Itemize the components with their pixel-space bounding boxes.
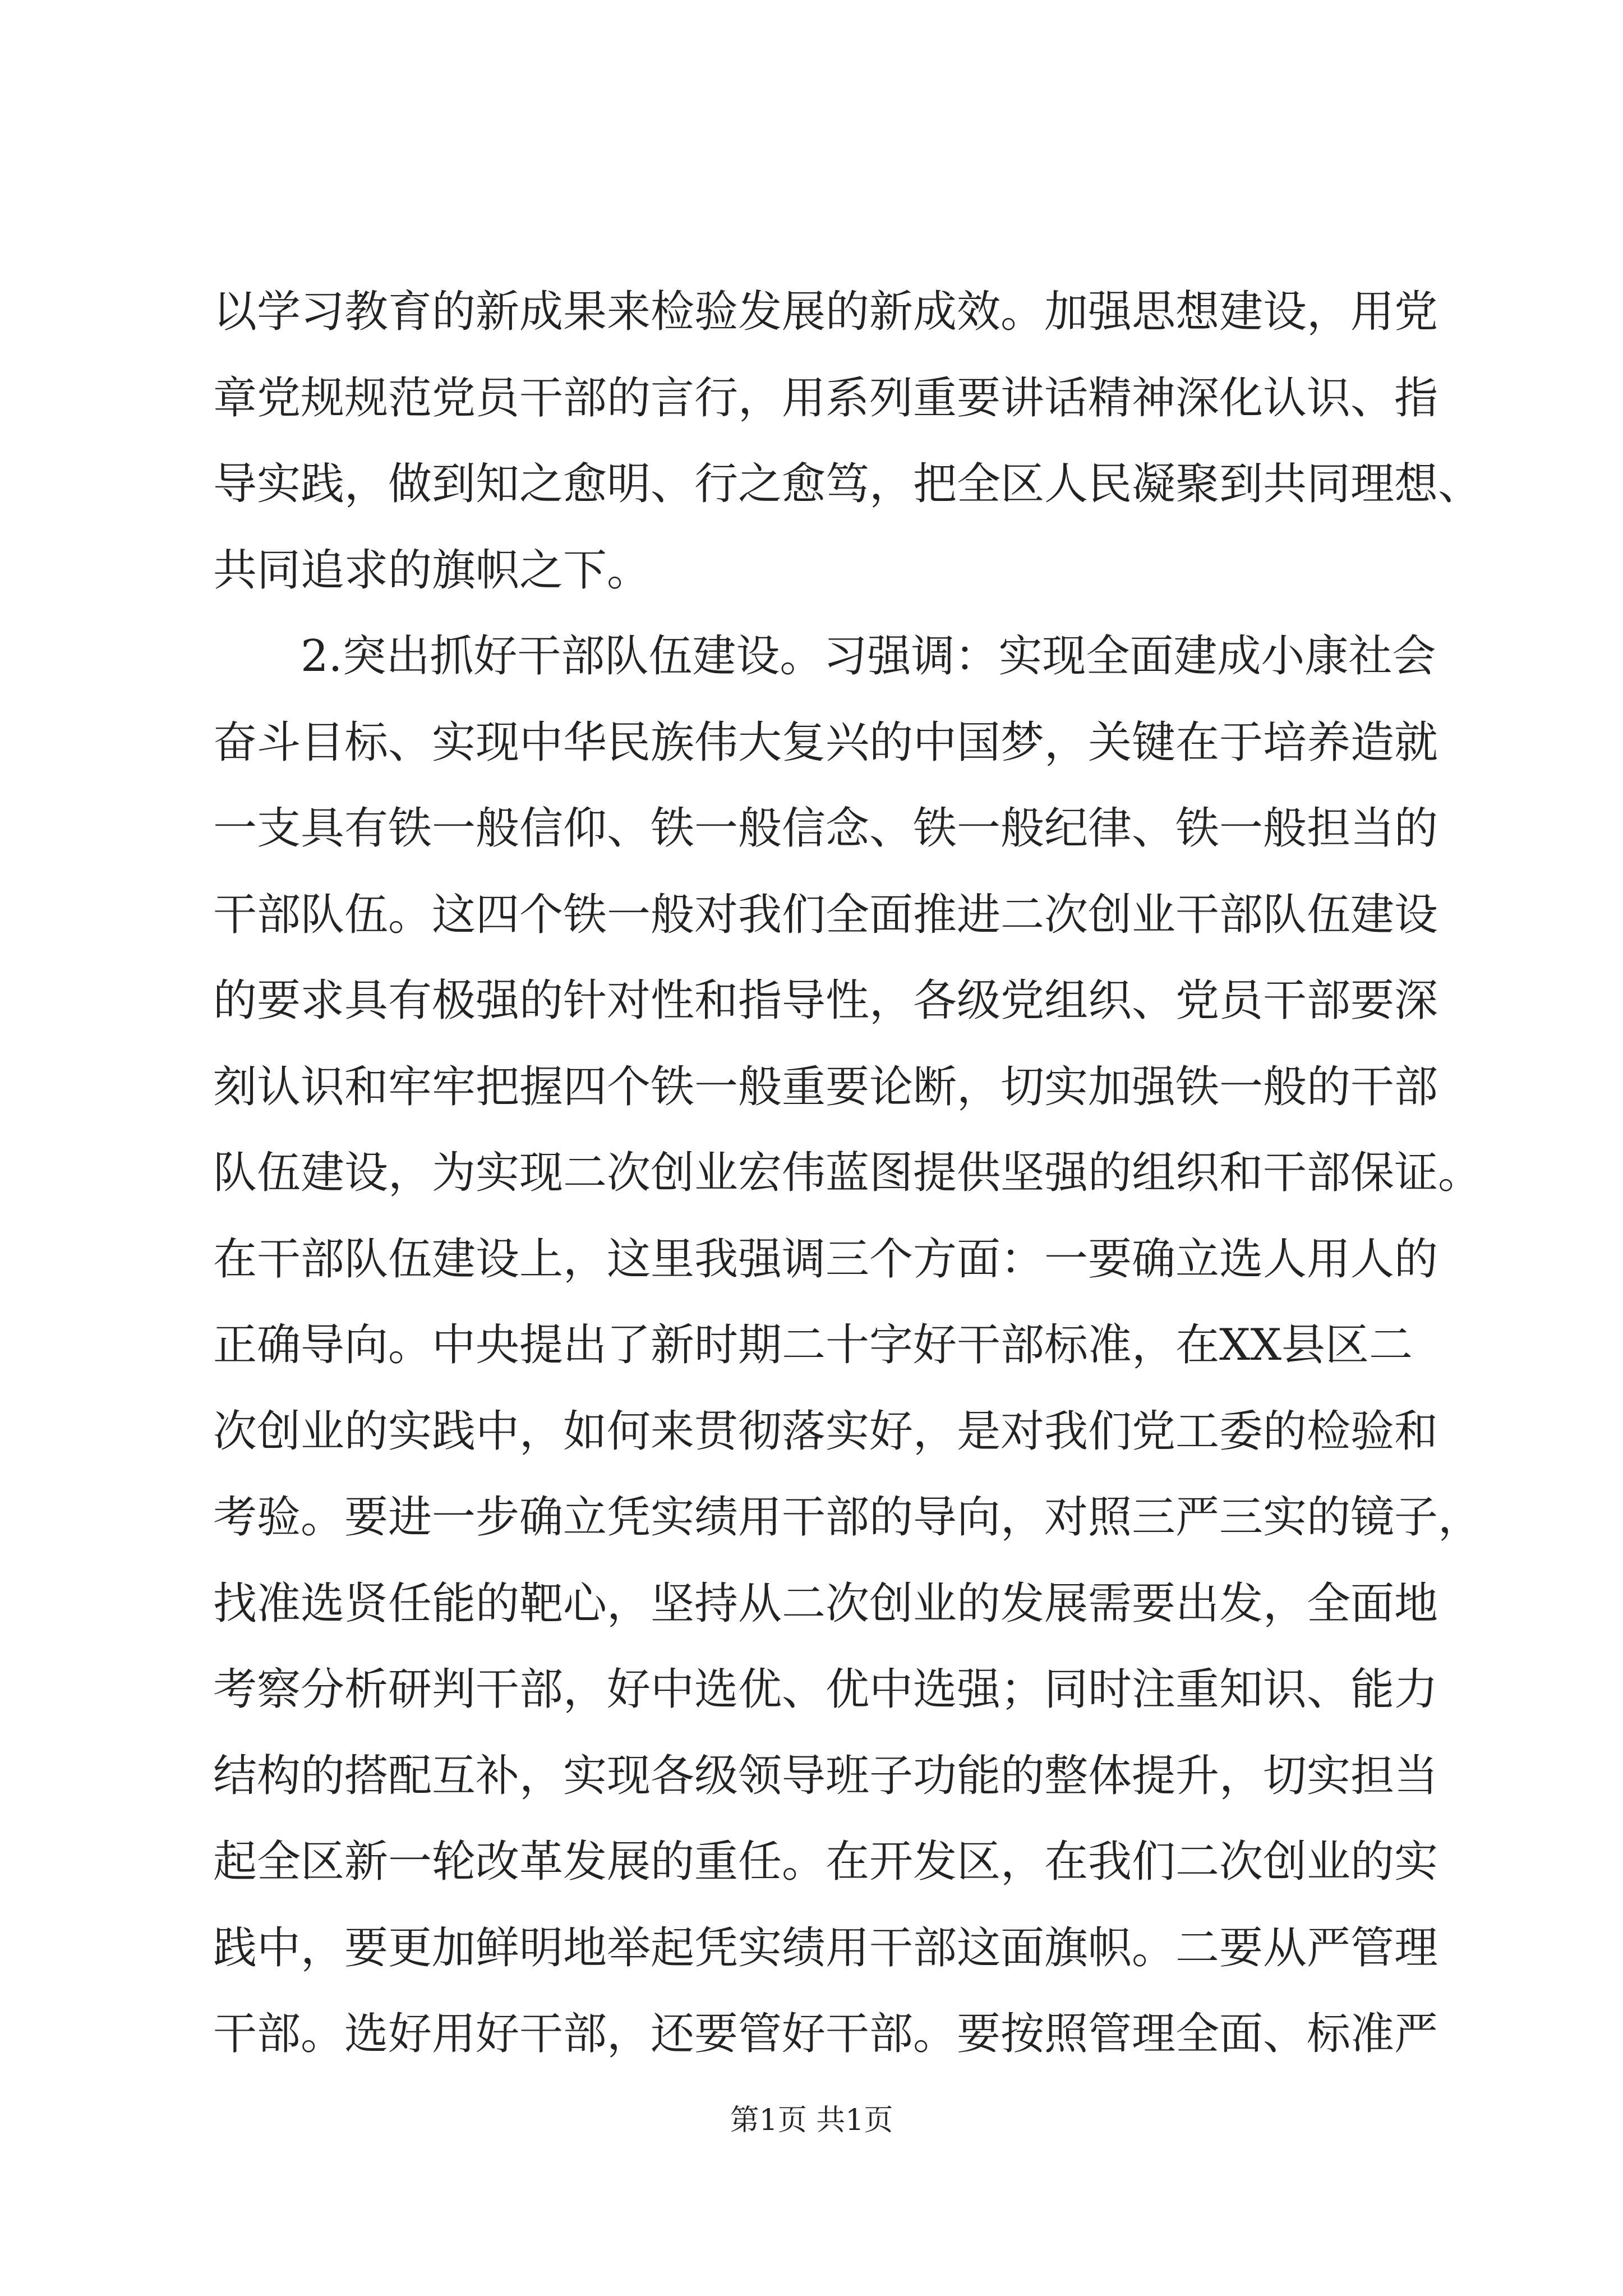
text-line: 找准选贤任能的靶心，坚持从二次创业的发展需要出发，全面地 xyxy=(213,1578,1438,1629)
text-line: 考察分析研判干部，好中选优、优中选强；同时注重知识、能力 xyxy=(213,1664,1438,1715)
text-line: 正确导向。中央提出了新时期二十字好干部标准，在XX县区二 xyxy=(213,1320,1413,1370)
text-line: 一支具有铁一般信仰、铁一般信念、铁一般纪律、铁一般担当的 xyxy=(213,803,1438,854)
text-line: 的要求具有极强的针对性和指导性，各级党组织、党员干部要深 xyxy=(213,976,1438,1026)
text-line: 考验。要进一步确立凭实绩用干部的导向，对照三严三实的镜子， xyxy=(213,1492,1482,1543)
text-line: 干部。选好用好干部，还要管好干部。要按照管理全面、标准严 xyxy=(213,2009,1438,2059)
text-line: 起全区新一轮改革发展的重任。在开发区，在我们二次创业的实 xyxy=(213,1837,1438,1887)
text-line: 结构的搭配互补，实现各级领导班子功能的整体提升，切实担当 xyxy=(213,1750,1438,1801)
text-line: 2.突出抓好干部队伍建设。习强调：实现全面建成小康社会 xyxy=(213,631,1436,682)
text-line: 奋斗目标、实现中华民族伟大复兴的中国梦，关键在于培养造就 xyxy=(213,717,1438,768)
page-footer xyxy=(0,2101,1623,2140)
text-line: 干部队伍。这四个铁一般对我们全面推进二次创业干部队伍建设 xyxy=(213,889,1438,940)
text-line: 共同追求的旗帜之下。 xyxy=(213,545,651,596)
text-line: 队伍建设，为实现二次创业宏伟蓝图提供坚强的组织和干部保证。 xyxy=(213,1148,1482,1198)
page-number: 第1页 共1页 xyxy=(730,2104,893,2137)
body-text xyxy=(213,269,1482,2078)
text-line: 次创业的实践中，如何来贯彻落实好，是对我们党工委的检验和 xyxy=(213,1406,1438,1457)
text-line: 刻认识和牢牢把握四个铁一般重要论断，切实加强铁一般的干部 xyxy=(213,1061,1438,1112)
text-line: 章党规规范党员干部的言行，用系列重要讲话精神深化认识、指 xyxy=(213,372,1438,424)
text-line: 导实践，做到知之愈明、行之愈笃，把全区人民凝聚到共同理想、 xyxy=(213,459,1482,509)
text-line: 以学习教育的新成果来检验发展的新成效。加强思想建设，用党 xyxy=(213,287,1438,337)
text-line: 践中，要更加鲜明地举起凭实绩用干部这面旗帜。二要从严管理 xyxy=(213,1922,1438,1973)
text-line: 在干部队伍建设上，这里我强调三个方面：一要确立选人用人的 xyxy=(213,1234,1438,1285)
